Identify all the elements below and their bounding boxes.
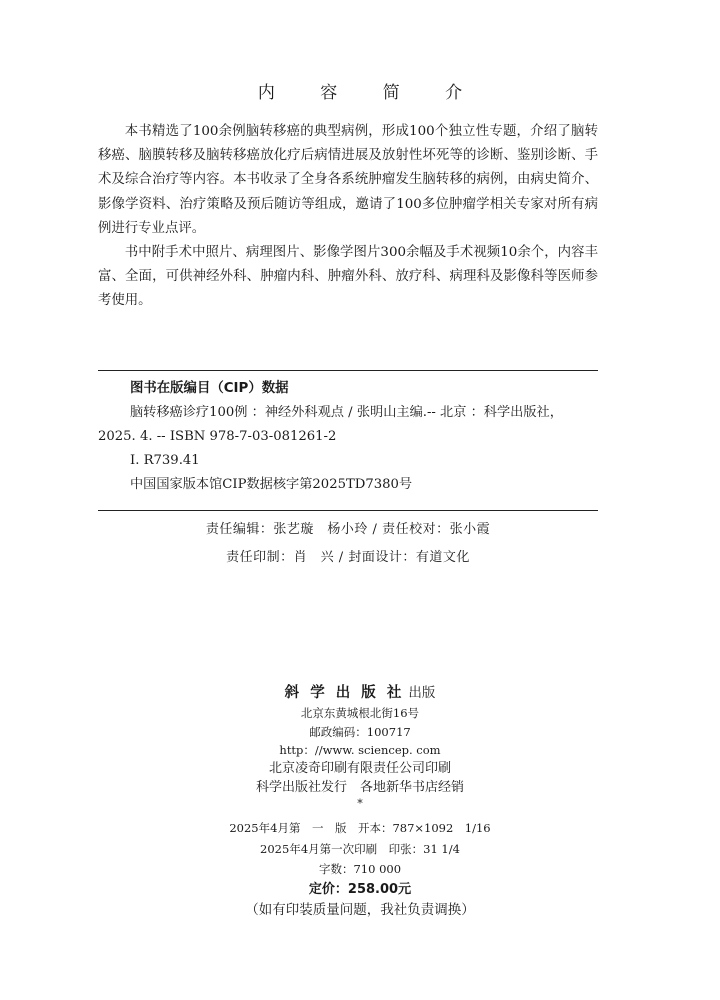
bottom-divider <box>98 510 598 511</box>
intro-section <box>98 120 598 314</box>
publisher-address: 北京东黄城根北街16号 <box>300 705 420 720</box>
cip-block <box>98 377 598 497</box>
publisher-website: http：//www. sciencep. com <box>279 743 441 758</box>
publisher-name-line <box>0 684 720 704</box>
editors-block <box>98 516 598 572</box>
printing-line: 2025年4月第一次印刷 印张：31 1/4 <box>260 841 460 856</box>
intro-paragraph-2: 书中附手术中照片、病理图片、影像学图片300余幅及手术视频10余个，内容丰富、全面，可供神经外科、肿瘤内科、肿瘤外科、放疗科、病理科及影像科等医师参考使用。 <box>98 245 598 309</box>
star-separator: * <box>357 796 363 810</box>
top-divider <box>98 370 598 371</box>
distribution-line: 科学出版社发行 各地新华书店经销 <box>255 779 464 795</box>
cip-entry: 脑转移癌诊疗100例 ：神经外科观点 / 张明山主编.-- 北京 ：科学出版社， 2025. 4. -- ISBN 978-7-03-081261-2 <box>98 405 563 444</box>
cip-record: 中国国家版本馆CIP数据核字第2025TD7380号 <box>130 477 413 492</box>
cip-classification: Ⅰ. R739.41 <box>130 453 200 468</box>
publisher-logo-name: 斜 学 出 版 社 <box>284 684 405 701</box>
printer-line: 北京凌奇印刷有限责任公司印刷 <box>268 761 451 777</box>
price-line: 定价：258.00元 <box>308 881 412 897</box>
word-count-line: 字数：710 000 <box>318 862 402 876</box>
publisher-name-suffix: 出版 <box>408 685 436 701</box>
intro-paragraph-1: 本书精选了100余例脑转移癌的典型病例，形成100个独立性专题，介绍了脑转移癌、脑膜转移及脑转移癌放化疗后病情进展及放射性坏死等的诊断、鉴别诊断、手术及综合治疗等内容。本书收录了全身各系统肿瘤发生脑转移的病例，由病史简介、影像学资料、治疗策略及预后随访等组成，邀请了100多位肿瘤学相关专家对所有病例进行专业点评。 <box>98 124 598 236</box>
page-title: 内 容 简 介 <box>257 83 483 103</box>
editors-line-1: 责任编辑：张艺璇 杨小玲 / 责任校对：张小霞 <box>205 522 491 537</box>
edition-line: 2025年4月第 一 版 开本：787×1092 1/16 <box>229 821 491 835</box>
editors-line-2: 责任印制：肖 兴 / 封面设计：有道文化 <box>226 550 470 565</box>
specs-block <box>0 818 720 921</box>
publisher-postcode: 邮政编码：100717 <box>309 724 411 739</box>
cip-heading: 图书在版编目（CIP）数据 <box>130 381 289 396</box>
publisher-block <box>0 684 720 810</box>
quality-note: （如有印装质量问题，我社负责调换） <box>245 902 475 918</box>
